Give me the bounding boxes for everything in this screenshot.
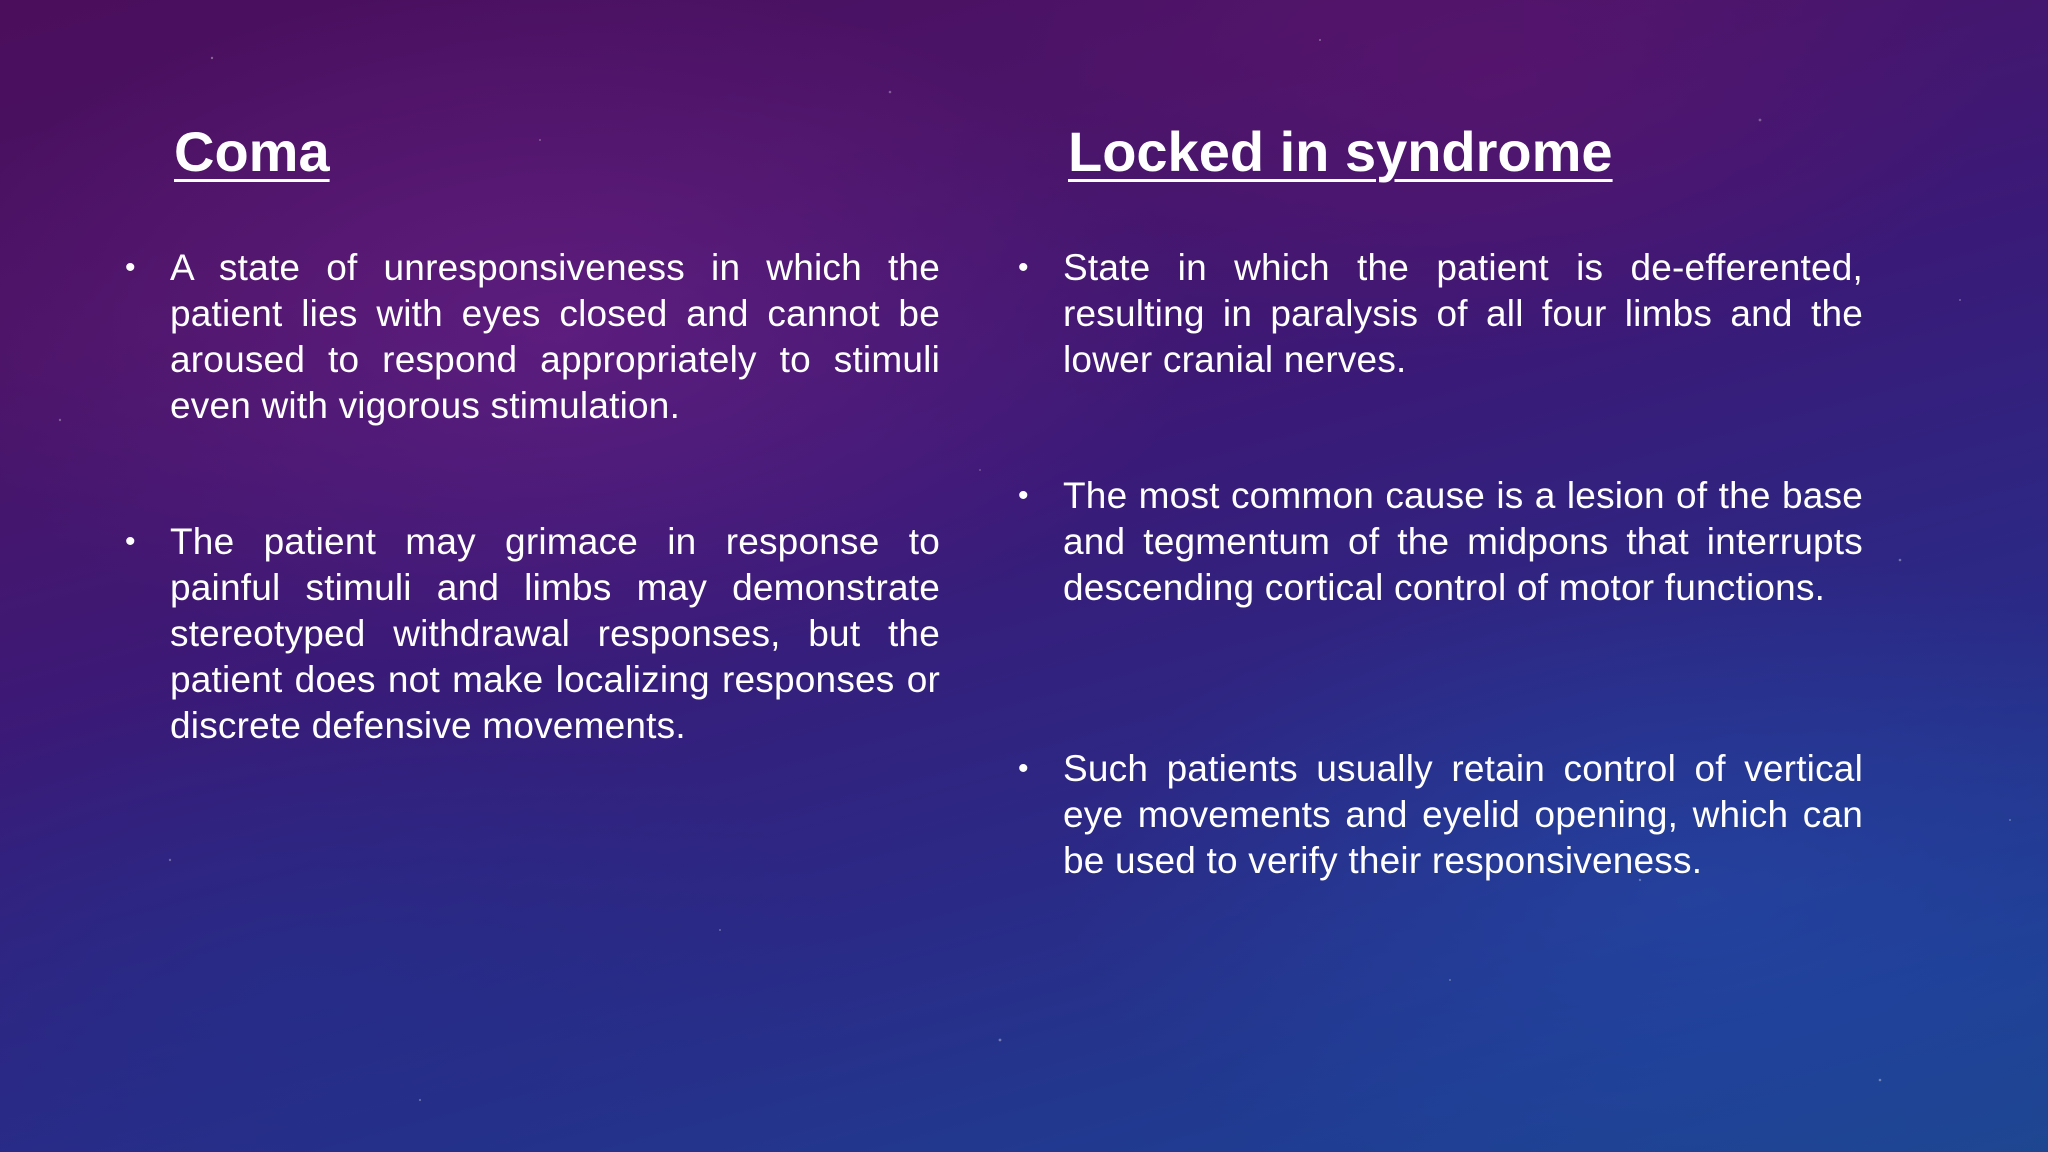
- bullet-icon: •: [125, 525, 136, 558]
- coma-bullet-2: [125, 519, 940, 749]
- coma-bullet-1-text: A state of unresponsiveness in which the patient lies with eyes closed and cannot be aroused to respond appropriately to stimuli even with vigorous stimulation.: [170, 247, 940, 426]
- locked-in-bullet-2-text: The most common cause is a lesion of the base and tegmentum of the midpons that interrupts descending cortical control of motor functions.: [1063, 475, 1863, 608]
- locked-in-bullet-3: [1018, 746, 1863, 884]
- bullet-icon: •: [125, 251, 136, 284]
- bullet-icon: •: [1018, 752, 1029, 785]
- locked-in-syndrome-heading: Locked in syndrome: [1068, 120, 1613, 183]
- bullet-icon: •: [1018, 251, 1029, 284]
- locked-in-bullet-1: [1018, 245, 1863, 383]
- coma-bullet-1: [125, 245, 940, 429]
- coma-bullet-2-text: The patient may grimace in response to painful stimuli and limbs may demonstrate stereotyped withdrawal responses, but the patient does not make localizing responses or discrete defensive movements.: [170, 521, 940, 746]
- locked-in-bullet-1-text: State in which the patient is de-efferented, resulting in paralysis of all four limbs and the lower cranial nerves.: [1063, 247, 1863, 380]
- bullet-icon: •: [1018, 479, 1029, 512]
- coma-heading: Coma: [174, 120, 330, 183]
- locked-in-bullet-2: [1018, 473, 1863, 611]
- locked-in-bullet-3-text: Such patients usually retain control of vertical eye movements and eyelid opening, which can be used to verify their responsiveness.: [1063, 748, 1863, 881]
